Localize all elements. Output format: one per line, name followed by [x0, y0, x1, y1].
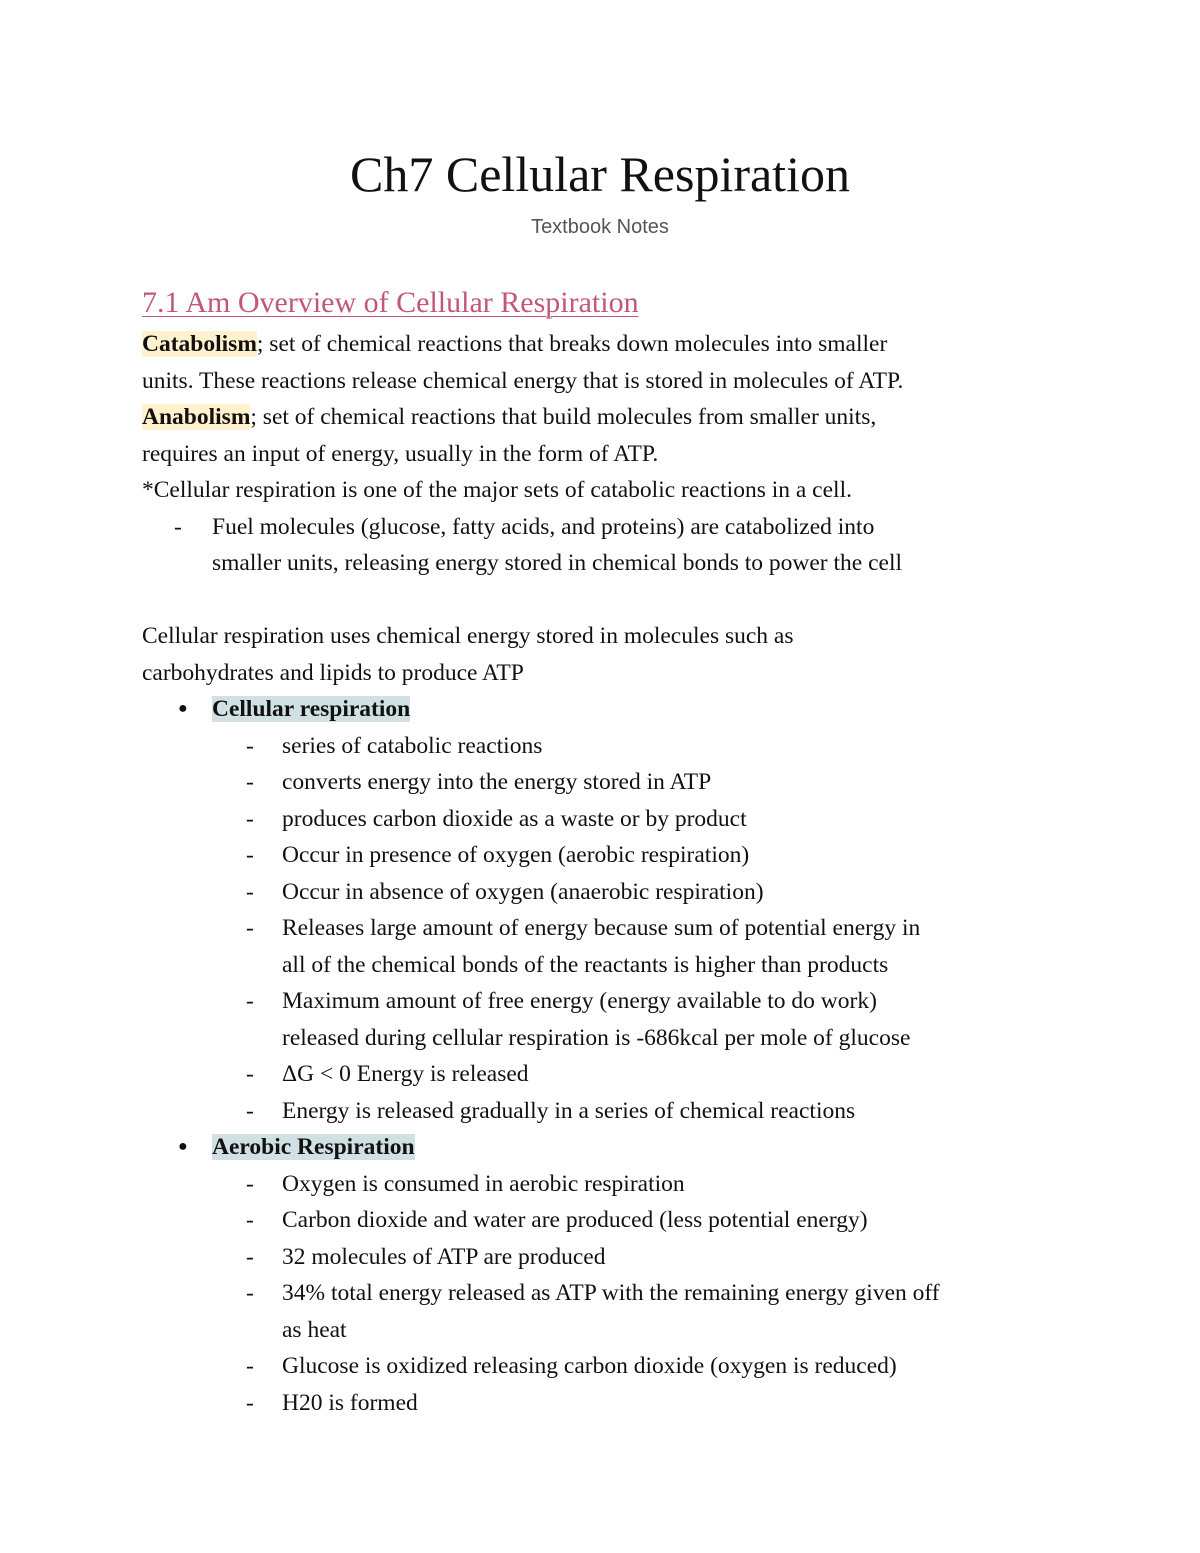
list-item-text: all of the chemical bonds of the reactants is higher than products	[282, 951, 889, 978]
dash-marker: -	[246, 878, 254, 905]
paragraph-line: Cellular respiration uses chemical energy stored in molecules such as	[142, 623, 794, 649]
list-item	[142, 910, 1082, 947]
dash-marker: -	[246, 1061, 254, 1087]
list-item	[142, 837, 1082, 874]
list-item-text: Oxygen is consumed in aerobic respiration	[282, 1170, 685, 1197]
dash-marker: -	[246, 842, 254, 868]
list-item	[142, 1093, 1082, 1130]
list-item-continuation	[142, 947, 1082, 984]
page-subtitle: Textbook Notes	[531, 216, 669, 238]
dash-marker: -	[246, 805, 254, 832]
list-item-text: smaller units, releasing energy stored in chemical bonds to power the cell	[212, 550, 903, 576]
anabolism-line	[142, 399, 1082, 436]
note-line: *Cellular respiration is one of the major sets of catabolic reactions in a cell.	[142, 477, 852, 503]
dash-marker: -	[246, 1243, 254, 1270]
list-item-text: H20 is formed	[282, 1389, 418, 1416]
list-item-text: ΔG < 0 Energy is released	[282, 1061, 529, 1087]
list-item	[142, 874, 1082, 911]
dash-marker: -	[246, 732, 254, 759]
dash-marker: -	[246, 1389, 254, 1416]
list-item	[142, 1202, 1082, 1239]
list-item	[142, 1275, 1082, 1312]
blank-line	[142, 582, 1082, 619]
catabolism-term: Catabolism	[142, 331, 257, 357]
notes-body	[142, 326, 1082, 1421]
list-item-text: Occur in absence of oxygen (anaerobic respiration)	[282, 878, 764, 905]
list-item	[142, 801, 1082, 838]
list-item	[142, 764, 1082, 801]
list-item-text: produces carbon dioxide as a waste or by product	[282, 805, 747, 832]
section-heading: 7.1 Am Overview of Cellular Respiration	[142, 286, 639, 319]
page-title: Ch7 Cellular Respiration	[350, 146, 850, 202]
list-item	[142, 728, 1082, 765]
dash-marker: -	[246, 1353, 254, 1379]
anabolism-definition: ; set of chemical reactions that build molecules from smaller units,	[250, 404, 877, 430]
bullet-cellular-respiration	[142, 691, 1082, 728]
list-item-text: 32 molecules of ATP are produced	[282, 1243, 606, 1270]
list-item-text: Glucose is oxidized releasing carbon dioxide (oxygen is reduced)	[282, 1353, 897, 1379]
list-item-text: Fuel molecules (glucose, fatty acids, and proteins) are catabolized into	[212, 513, 875, 540]
bullet-label: Cellular respiration	[212, 696, 411, 722]
list-item-continuation	[142, 1020, 1082, 1057]
list-item-continuation	[142, 1312, 1082, 1349]
catabolism-line	[142, 326, 1082, 363]
list-item-continuation	[142, 545, 1082, 582]
list-item-text: released during cellular respiration is -686kcal per mole of glucose	[282, 1024, 911, 1051]
dash-marker: -	[246, 988, 254, 1014]
cellular-respiration-list	[142, 728, 1082, 1130]
aerobic-respiration-list	[142, 1166, 1082, 1422]
bullet-marker: ●	[178, 1138, 188, 1155]
list-item	[142, 983, 1082, 1020]
catabolism-line-2: units. These reactions release chemical energy that is stored in molecules of ATP.	[142, 367, 904, 394]
paragraph-line: carbohydrates and lipids to produce ATP	[142, 659, 524, 686]
list-item-text: Occur in presence of oxygen (aerobic respiration)	[282, 842, 750, 868]
catabolism-definition: ; set of chemical reactions that breaks down molecules into smaller	[256, 331, 888, 357]
bullet-label: Aerobic Respiration	[212, 1134, 415, 1160]
list-item-text: converts energy into the energy stored in ATP	[282, 769, 712, 795]
dash-marker: -	[246, 1097, 254, 1124]
list-item	[142, 1239, 1082, 1276]
bullet-marker: ●	[178, 700, 188, 717]
list-item-text: series of catabolic reactions	[282, 732, 543, 759]
list-item	[142, 509, 1082, 546]
anabolism-term: Anabolism	[142, 404, 251, 430]
list-item-text: Maximum amount of free energy (energy available to do work)	[282, 988, 877, 1014]
list-item	[142, 1056, 1082, 1093]
dash-marker: -	[246, 1207, 254, 1233]
list-item-text: 34% total energy released as ATP with the remaining energy given off	[282, 1280, 940, 1306]
dash-marker: -	[246, 1280, 254, 1306]
list-item	[142, 1385, 1082, 1422]
dash-marker: -	[246, 915, 254, 941]
list-item-text: Carbon dioxide and water are produced (less potential energy)	[282, 1207, 868, 1233]
bullet-aerobic-respiration	[142, 1129, 1082, 1166]
list-item	[142, 1348, 1082, 1385]
anabolism-line-2: requires an input of energy, usually in the form of ATP.	[142, 440, 659, 467]
list-item-text: as heat	[282, 1316, 347, 1343]
dash-marker: -	[246, 769, 254, 795]
dash-marker: -	[174, 513, 182, 540]
list-item	[142, 1166, 1082, 1203]
list-item-text: Releases large amount of energy because sum of potential energy in	[282, 915, 921, 941]
dash-marker: -	[246, 1170, 254, 1197]
list-item-text: Energy is released gradually in a series of chemical reactions	[282, 1097, 856, 1124]
